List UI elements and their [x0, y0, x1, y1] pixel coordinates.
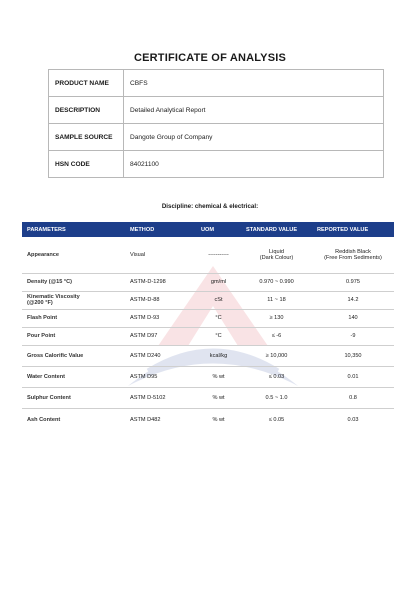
standard-value-cell: ≥ 10,000 [241, 345, 312, 366]
info-row [49, 70, 384, 97]
method-cell: Visual [125, 237, 196, 273]
table-header-row [22, 222, 394, 237]
param-cell: Gross Calorific Value [22, 345, 125, 366]
method-cell: ASTM-D-88 [125, 291, 196, 309]
method-cell: ASTM D97 [125, 327, 196, 345]
info-row [49, 97, 384, 124]
param-cell: Flash Point [22, 309, 125, 327]
method-cell: ASTM D240 [125, 345, 196, 366]
standard-value-cell: 11 ~ 18 [241, 291, 312, 309]
product-info-table [48, 69, 384, 178]
table-row [22, 327, 394, 345]
info-key: PRODUCT NAME [49, 70, 124, 97]
param-cell: Water Content [22, 366, 125, 387]
method-cell: ASTM D-5102 [125, 387, 196, 408]
table-row [22, 309, 394, 327]
method-cell: ASTM D482 [130, 416, 161, 423]
info-row [49, 124, 384, 151]
standard-value-cell: 0.970 ~ 0.990 [241, 273, 312, 291]
uom-cell: °C [196, 327, 241, 345]
method-cell: ASTM-D-1298 [125, 273, 196, 291]
info-value: CBFS [124, 70, 384, 97]
table-row [22, 273, 394, 291]
reported-value-cell: 0.975 [312, 273, 394, 291]
reported-value-cell: 0.01 [312, 366, 394, 387]
info-key: DESCRIPTION [49, 97, 124, 124]
method-cell: ASTM D95 [125, 366, 196, 387]
table-row [22, 291, 394, 309]
info-value: Dangote Group of Company [124, 124, 384, 151]
reported-value-cell: 14.2 [312, 291, 394, 309]
param-cell: Appearance [22, 237, 125, 273]
standard-value-cell: ≤ 0.05 [268, 416, 285, 423]
reported-value-cell: 0.03 [347, 416, 359, 423]
uom-cell: kcal/kg [196, 345, 241, 366]
uom-cell: cSt [196, 291, 241, 309]
uom-cell: % wt [196, 387, 241, 408]
reported-value-cell: 0.8 [312, 387, 394, 408]
info-value: Detailed Analytical Report [124, 97, 384, 124]
param-cell: Sulphur Content [22, 387, 125, 408]
reported-value-cell: 140 [312, 309, 394, 327]
col-header-method: METHOD [130, 226, 155, 233]
uom-cell: gm/ml [196, 273, 241, 291]
uom-cell: % wt [196, 366, 241, 387]
col-header-standard-value: STANDARD VALUE [246, 226, 298, 233]
uom-cell: % wt [212, 416, 225, 423]
table-row [22, 345, 394, 366]
reported-value-cell: Reddish Black (Free From Sediments) [312, 237, 394, 273]
table-row [22, 387, 394, 408]
analysis-parameters-table [22, 222, 394, 431]
param-cell: Pour Point [22, 327, 125, 345]
param-cell: Density (@15 °C) [22, 273, 125, 291]
table-row [22, 366, 394, 387]
reported-value-cell: -9 [312, 327, 394, 345]
col-header-uom: UOM [201, 226, 215, 233]
info-row [49, 151, 384, 178]
standard-value-cell: Liquid (Dark Colour) [241, 237, 312, 273]
col-header-reported-value: REPORTED VALUE [317, 226, 369, 233]
standard-value-cell: ≤ -6 [241, 327, 312, 345]
table-row [22, 237, 394, 273]
discipline-caption: Discipline: chemical & electrical: [161, 203, 259, 210]
reported-value-cell: 10,350 [312, 345, 394, 366]
param-cell: Kinematic Viscosity (@200 °F) [22, 291, 125, 309]
info-key: SAMPLE SOURCE [49, 124, 124, 151]
info-value: 84021100 [124, 151, 384, 178]
method-cell: ASTM D-93 [125, 309, 196, 327]
standard-value-cell: ≤ 0.03 [241, 366, 312, 387]
param-cell: Ash Content [27, 416, 61, 423]
standard-value-cell: ≥ 130 [241, 309, 312, 327]
certificate-title: CERTIFICATE OF ANALYSIS [133, 52, 287, 64]
standard-value-cell: 0.5 ~ 1.0 [241, 387, 312, 408]
uom-cell: °C [196, 309, 241, 327]
info-key: HSN CODE [49, 151, 124, 178]
uom-cell: ----------- [196, 237, 241, 273]
col-header-parameters: PARAMETERS [27, 226, 66, 233]
table-row [22, 408, 394, 431]
